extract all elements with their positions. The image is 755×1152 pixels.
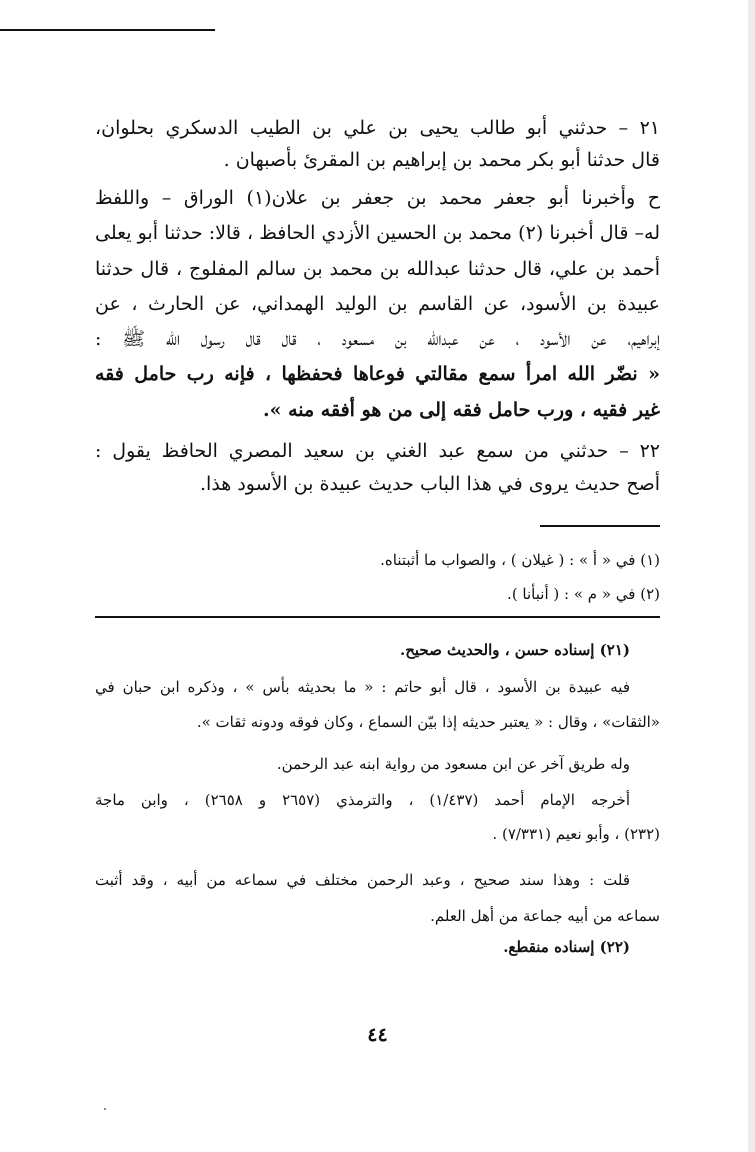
main-line-5: أحمد بن علي، قال حدثنا عبدالله بن محمد بن سالم المفلوج ، قال حدثنا	[95, 258, 660, 280]
top-rule	[0, 29, 215, 31]
commentary-line-4: أخرجه الإمام أحمد (١/٤٣٧) ، والترمذي (٢٦٥٧ و ٢٦٥٨) ، وابن ماجة	[95, 791, 630, 809]
commentary-line-2: «الثقات» ، وقال : « يعتبر حديثه إذا بيّن السماع ، وكان فوقه ودونه ثقات ».	[196, 713, 660, 731]
commentary-line-7: سماعه من أبيه جماعة من أهل العلم.	[430, 907, 660, 925]
main-line-10: ٢٢ – حدثني من سمع عبد الغني بن سعيد المصري الحافظ يقول :	[95, 440, 660, 462]
commentary-line-3: وله طريق آخر عن ابن مسعود من رواية ابنه عبد الرحمن.	[276, 755, 630, 773]
commentary-line-1: فيه عبيدة بن الأسود ، قال أبو حاتم : « ما بحديثه بأس » ، وذكره ابن حبان في	[95, 678, 630, 696]
main-line-2: قال حدثنا أبو بكر محمد بن إبراهيم بن المقرئ بأصبهان .	[223, 149, 660, 171]
page-edge-shadow	[748, 0, 755, 1152]
footnote-separator	[540, 525, 660, 527]
footnote-1: (١) في « أ » : ( غيلان ) ، والصواب ما أثبتناه.	[380, 551, 660, 569]
main-line-11: أصح حديث يروى في هذا الباب حديث عبيدة بن الأسود هذا.	[200, 473, 660, 495]
commentary-line-6: قلت : وهذا سند صحيح ، وعبد الرحمن مختلف في سماعه من أبيه ، وقد أثبت	[95, 871, 630, 889]
main-line-7: إبراهيم، عن الأسود ، عن عبدالله بن مسعود ، قال قال رسول الله ﷺ :	[95, 328, 660, 350]
commentary-separator	[95, 616, 660, 618]
hadith-line-1: « نضّر الله امرأ سمع مقالتي فوعاها فحفظها ، فإنه رب حامل فقه	[95, 363, 660, 385]
hadith-line-2: غير فقيه ، ورب حامل فقه إلى من هو أفقه منه ».	[262, 399, 660, 421]
scan-speck	[104, 1108, 106, 1110]
main-line-4: له– قال أخبرنا (٢) محمد بن الحسين الأزدي الحافظ ، قالا: حدثنا أبو يعلى	[95, 222, 660, 244]
commentary-heading-22: (٢٢) إسناده منقطع.	[503, 938, 630, 956]
main-line-6: عبيدة بن الأسود، عن القاسم بن الوليد الهمداني، عن الحارث ، عن	[95, 293, 660, 315]
footnote-2: (٢) في « م » : ( أنبأنا ).	[507, 585, 660, 603]
commentary-line-5: (٢٣٢) ، وأبو نعيم (٧/٣٣١) .	[492, 825, 660, 843]
page-number: ٤٤	[367, 1024, 388, 1046]
main-line-1: ٢١ – حدثني أبو طالب يحيى بن علي بن الطيب الدسكري بحلوان،	[95, 117, 660, 139]
main-line-3: ح وأخبرنا أبو جعفر محمد بن جعفر بن علان(١) الوراق – واللفظ	[95, 187, 660, 209]
commentary-heading-21: (٢١) إسناده حسن ، والحديث صحيح.	[399, 641, 630, 659]
